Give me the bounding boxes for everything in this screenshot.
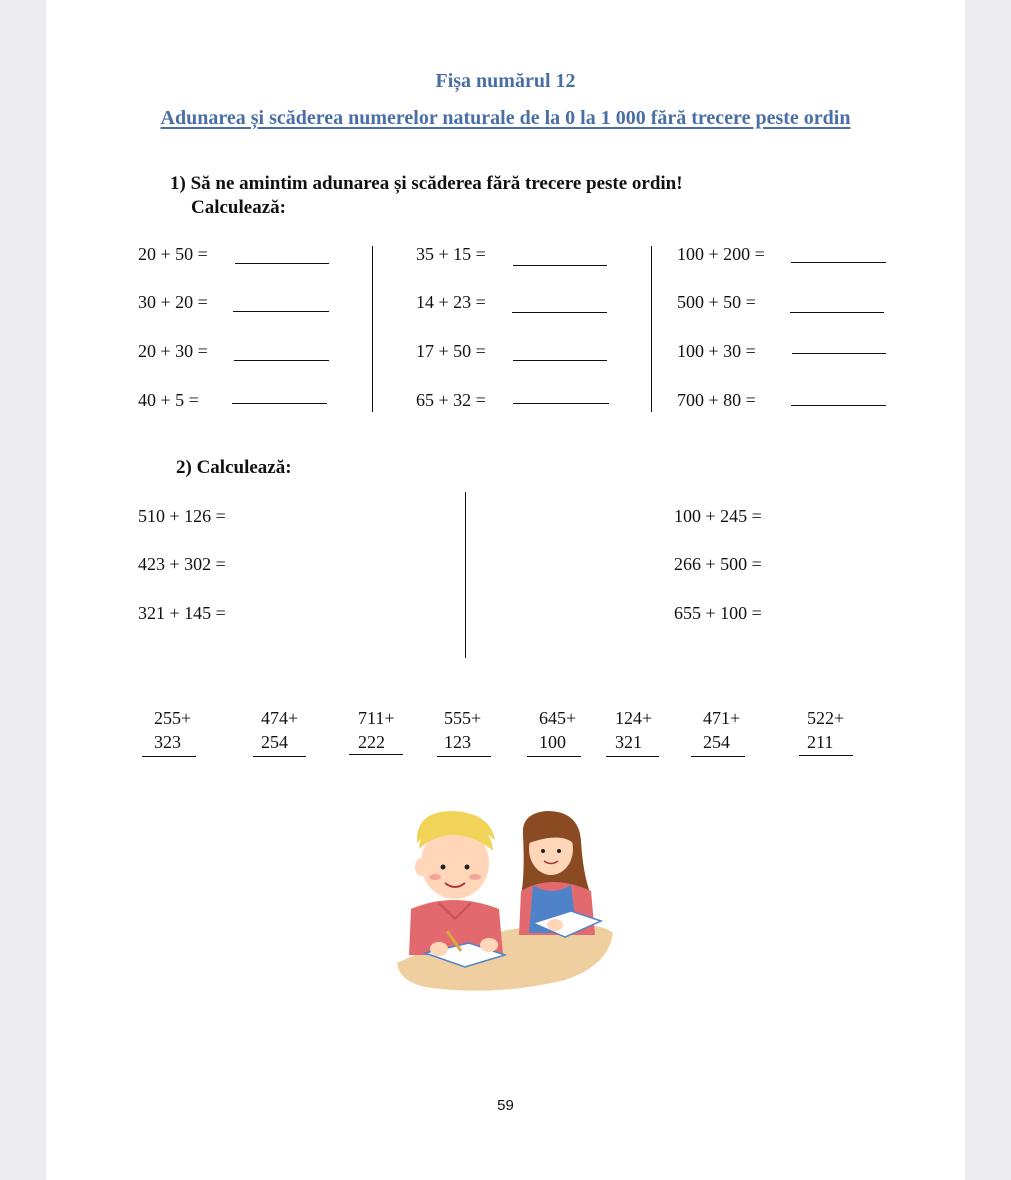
page-subtitle: Adunarea și scăderea numerelor naturale de la 0 la 1 000 fără trecere peste ordin xyxy=(160,107,851,129)
exercise1-instruction: Calculează: xyxy=(191,197,286,218)
page-number: 59 xyxy=(497,1097,514,1114)
sum-line[interactable] xyxy=(691,756,745,757)
addend-top: 645+ xyxy=(539,708,577,728)
sum-line[interactable] xyxy=(437,756,491,757)
exercise2-heading: 2) Calculează: xyxy=(176,457,292,478)
addend-top: 124+ xyxy=(615,708,653,728)
page-title: Fișa numărul 12 xyxy=(435,70,576,92)
exercise1-equation: 65 + 32 = xyxy=(416,390,486,410)
addend-top: 474+ xyxy=(261,708,299,728)
exercise1-heading: 1) Să ne amintim adunarea și scăderea fără trecere peste ordin! xyxy=(170,173,683,194)
exercise2-equation: 321 + 145 = xyxy=(138,603,226,623)
column-divider xyxy=(372,246,373,412)
column-addition xyxy=(261,706,298,754)
addend-bottom: 222 xyxy=(358,732,385,752)
sum-line[interactable] xyxy=(142,756,196,757)
column-divider xyxy=(651,246,652,412)
sum-line[interactable] xyxy=(253,756,306,757)
addend-top: 471+ xyxy=(703,708,741,728)
answer-blank[interactable] xyxy=(235,263,329,264)
addend-bottom: 100 xyxy=(539,732,566,752)
exercise1-equation: 40 + 5 = xyxy=(138,390,199,410)
answer-blank[interactable] xyxy=(513,265,607,266)
addend-bottom: 123 xyxy=(444,732,471,752)
answer-blank[interactable] xyxy=(234,360,329,361)
addend-bottom: 211 xyxy=(807,732,834,752)
exercise2-equation: 266 + 500 = xyxy=(674,554,762,574)
exercise1-equation: 30 + 20 = xyxy=(138,292,208,312)
sum-line[interactable] xyxy=(799,755,853,756)
answer-blank[interactable] xyxy=(513,360,607,361)
addend-top: 711+ xyxy=(358,708,395,728)
answer-blank[interactable] xyxy=(790,312,884,313)
addend-bottom: 321 xyxy=(615,732,642,752)
exercise2-equation: 655 + 100 = xyxy=(674,603,762,623)
column-addition xyxy=(615,706,652,754)
column-addition xyxy=(703,706,740,754)
exercise2-equation: 510 + 126 = xyxy=(138,506,226,526)
exercise1-equation: 100 + 30 = xyxy=(677,341,756,361)
answer-blank[interactable] xyxy=(513,403,609,404)
addend-bottom: 254 xyxy=(703,732,730,752)
exercise1-equation: 35 + 15 = xyxy=(416,244,486,264)
children-writing-illustration xyxy=(395,805,615,1000)
sum-line[interactable] xyxy=(349,754,403,755)
exercise1-equation: 700 + 80 = xyxy=(677,390,756,410)
column-addition xyxy=(358,706,394,754)
addend-top: 522+ xyxy=(807,708,845,728)
addend-bottom: 254 xyxy=(261,732,288,752)
column-addition xyxy=(539,706,576,754)
addend-top: 555+ xyxy=(444,708,482,728)
column-addition xyxy=(154,706,191,754)
exercise2-equation: 423 + 302 = xyxy=(138,554,226,574)
exercise1-equation: 100 + 200 = xyxy=(677,244,765,264)
sum-line[interactable] xyxy=(606,756,659,757)
addend-bottom: 323 xyxy=(154,732,181,752)
column-divider xyxy=(465,492,466,658)
answer-blank[interactable] xyxy=(791,405,886,406)
column-addition xyxy=(444,706,481,754)
addend-top: 255+ xyxy=(154,708,192,728)
exercise2-equation: 100 + 245 = xyxy=(674,506,762,526)
column-addition xyxy=(807,706,844,754)
exercise1-equation: 17 + 50 = xyxy=(416,341,486,361)
exercise1-equation: 500 + 50 = xyxy=(677,292,756,312)
exercise1-equation: 20 + 50 = xyxy=(138,244,208,264)
answer-blank[interactable] xyxy=(233,311,329,312)
answer-blank[interactable] xyxy=(792,353,886,354)
exercise1-equation: 14 + 23 = xyxy=(416,292,486,312)
exercise1-equation: 20 + 30 = xyxy=(138,341,208,361)
answer-blank[interactable] xyxy=(512,312,607,313)
answer-blank[interactable] xyxy=(232,403,327,404)
sum-line[interactable] xyxy=(527,756,581,757)
answer-blank[interactable] xyxy=(791,262,886,263)
